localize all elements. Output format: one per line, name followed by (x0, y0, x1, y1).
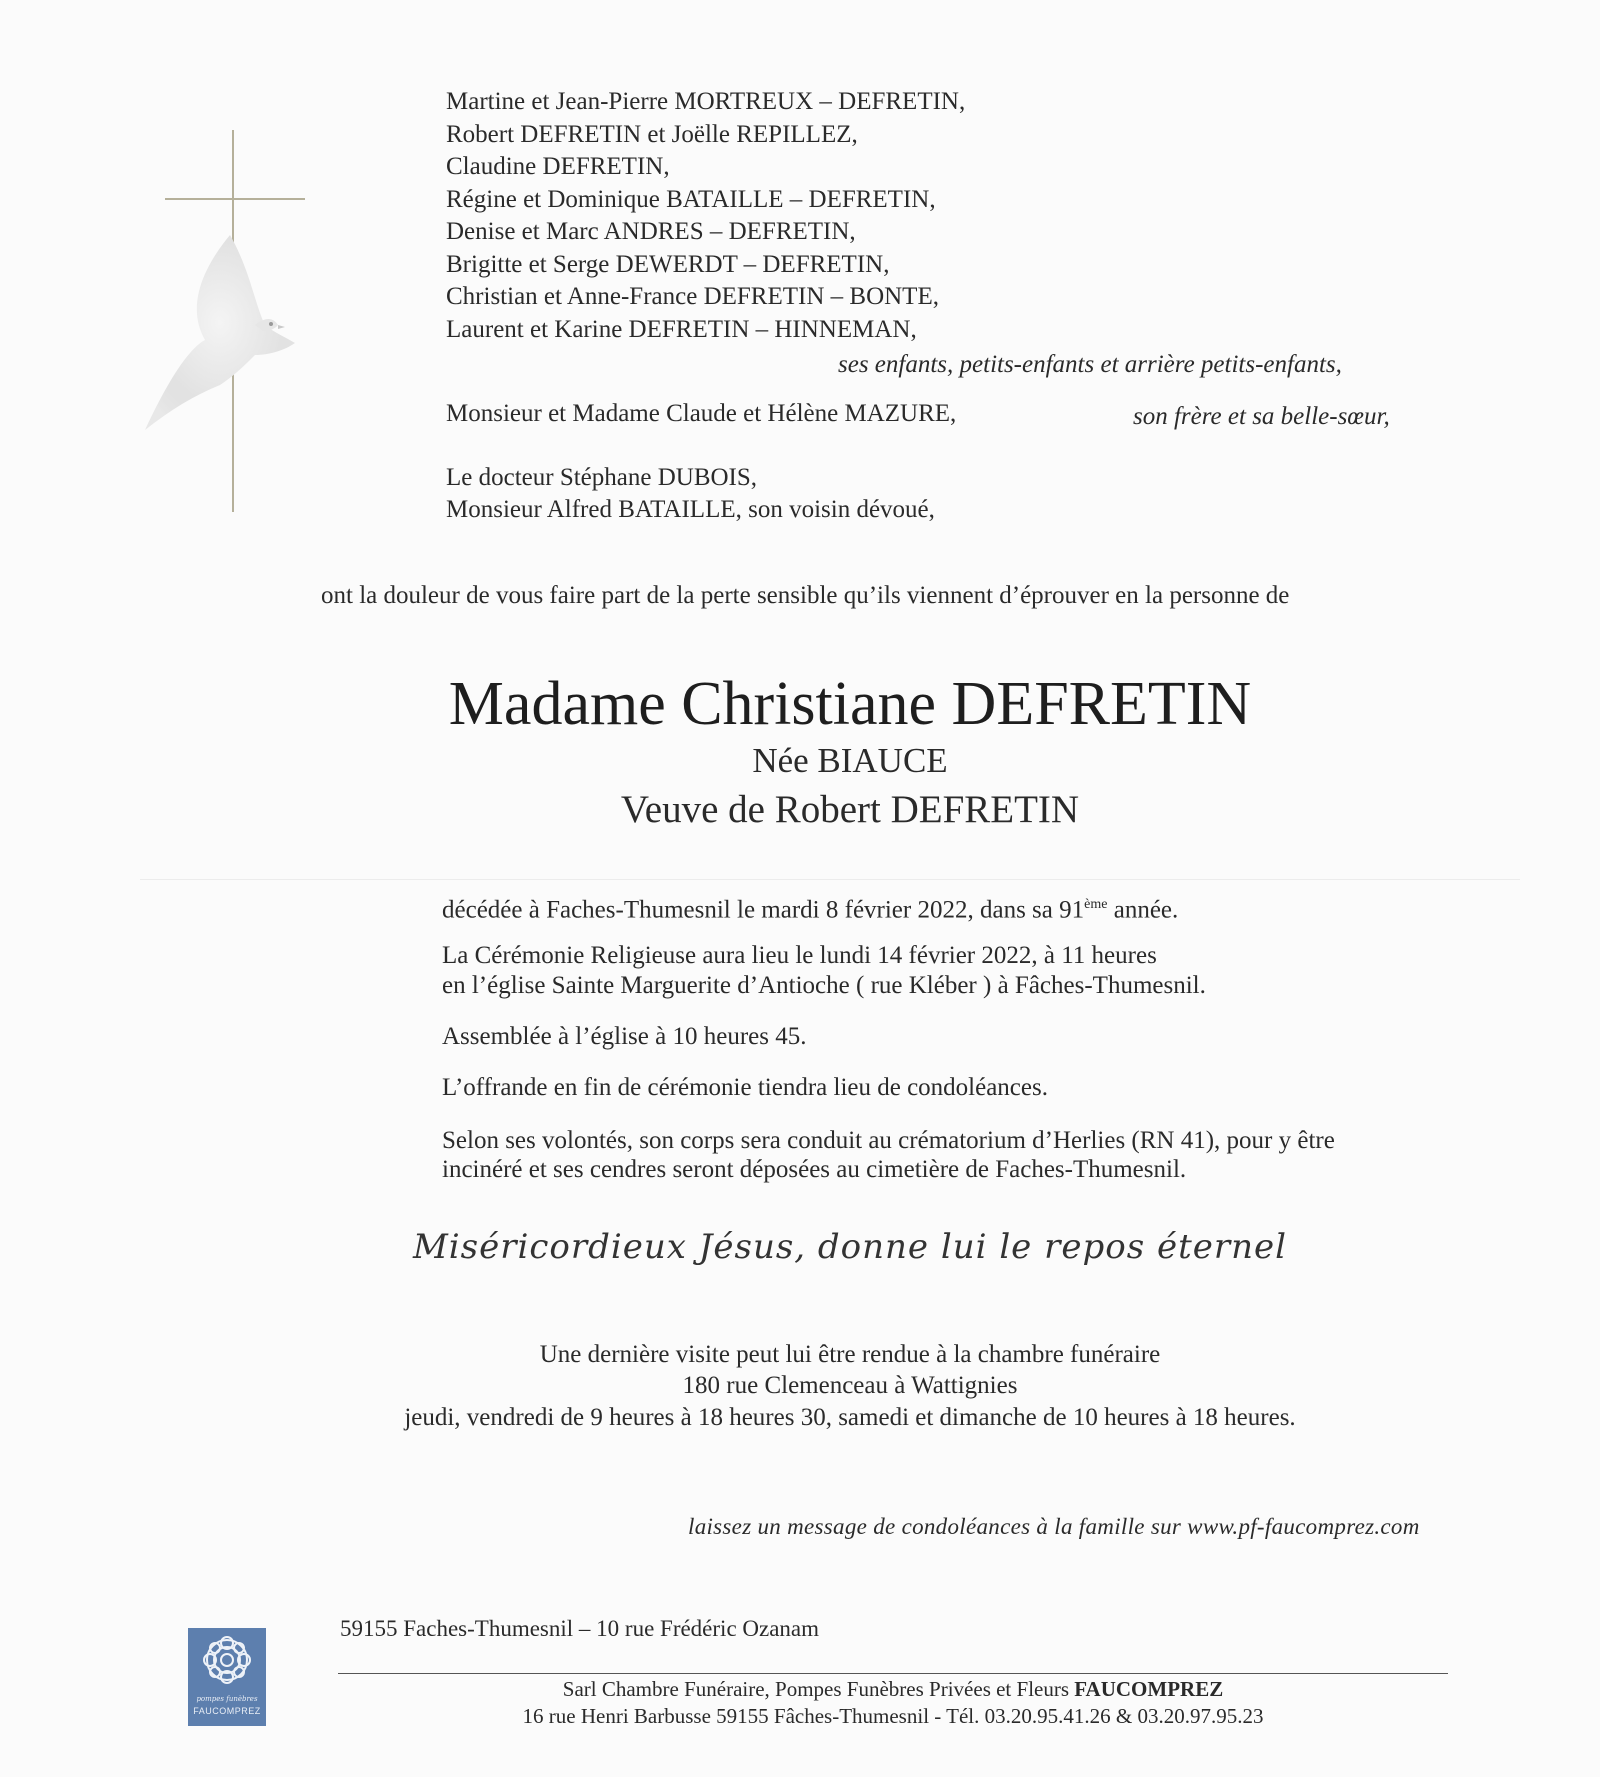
family-line: Denise et Marc ANDRES – DEFRETIN, (446, 218, 856, 245)
family-line: Laurent et Karine DEFRETIN – HINNEMAN, (446, 315, 917, 343)
local-address: 59155 Faches-Thumesnil – 10 rue Frédéric Ozanam (340, 1616, 820, 1641)
visit-line-3: jeudi, vendredi de 9 heures à 18 heures 30, samedi et dimanche de 10 heures à 18 heures. (404, 1404, 1296, 1431)
family-list (446, 86, 965, 346)
deceased-veuve: Veuve de Robert DEFRETIN (620, 788, 1080, 831)
family-line: Christian et Anne-France DEFRETIN – BONTE, (446, 283, 939, 310)
footer-company (338, 1676, 1448, 1703)
fold-line (140, 879, 1520, 880)
rosette-icon (188, 1632, 266, 1692)
other-line: Le docteur Stéphane DUBOIS, (446, 464, 758, 491)
deceased-name: Madame Christiane DEFRETIN (448, 670, 1252, 738)
offering-line: L’offrande en fin de cérémonie tiendra lieu de condoléances. (442, 1074, 1048, 1101)
death-text-end: année. (1107, 896, 1179, 924)
footer-company-name: FAUCOMPREZ (1074, 1677, 1224, 1701)
cross-horizontal (165, 198, 305, 200)
wishes-line-2: incinéré et ses cendres seront déposées au cimetière de Faches-Thumesnil. (442, 1156, 1187, 1183)
death-superscript: ème (1084, 897, 1108, 912)
footer-company-text: Sarl Chambre Funéraire, Pompes Funèbres Privées et Fleurs (562, 1677, 1075, 1701)
sibling-relation: son frère et sa belle-sœur, (1133, 403, 1390, 430)
wishes-line-1: Selon ses volontés, son corps sera conduit au crématorium d’Herlies (RN 41), pour y être (442, 1127, 1335, 1154)
visit-line-2: 180 rue Clemenceau à Wattignies (682, 1372, 1018, 1399)
condolences-message: laissez un message de condoléances à la famille sur www.pf-faucomprez.com (688, 1514, 1420, 1539)
death-line (442, 889, 1178, 926)
visit-line-1: Une dernière visite peut lui être rendue à la chambre funéraire (539, 1341, 1161, 1368)
family-line: Claudine DEFRETIN, (446, 153, 670, 180)
assembly-line: Assemblée à l’église à 10 heures 45. (442, 1023, 807, 1050)
other-line: Monsieur Alfred BATAILLE, son voisin dévoué, (446, 496, 935, 523)
family-line: Régine et Dominique BATAILLE – DEFRETIN, (446, 185, 936, 213)
company-logo (188, 1628, 266, 1726)
footer-contact: 16 rue Henri Barbusse 59155 Fâches-Thumesnil - Tél. 03.20.95.41.26 & 03.20.97.95.23 (522, 1704, 1264, 1728)
ceremony-line-1: La Cérémonie Religieuse aura lieu le lundi 14 février 2022, à 11 heures (442, 942, 1157, 969)
family-line: Martine et Jean-Pierre MORTREUX – DEFRETIN, (446, 88, 966, 115)
deceased-nee: Née BIAUCE (752, 741, 948, 780)
logo-name: FAUCOMPREZ (193, 1706, 261, 1716)
death-text: décédée à Faches-Thumesnil le mardi 8 février 2022, dans sa 91 (442, 896, 1085, 924)
footer-rule (338, 1673, 1448, 1674)
dove-icon (135, 225, 315, 435)
family-line: Robert DEFRETIN et Joëlle REPILLEZ, (446, 120, 858, 148)
family-relation: ses enfants, petits-enfants et arrière petits-enfants, (838, 351, 1342, 378)
announcement: ont la douleur de vous faire part de la perte sensible qu’ils viennent d’éprouver en la personne de (321, 582, 1290, 609)
logo-subtitle: pompes funèbres (196, 1695, 258, 1703)
family-line: Brigitte et Serge DEWERDT – DEFRETIN, (446, 250, 890, 278)
prayer: Miséricordieux Jésus, donne lui le repos éternel (412, 1227, 1288, 1267)
ceremony-line-2: en l’église Sainte Marguerite d’Antioche ( rue Kléber ) à Fâches-Thumesnil. (442, 972, 1206, 999)
sibling-name: Monsieur et Madame Claude et Hélène MAZURE, (446, 400, 957, 427)
